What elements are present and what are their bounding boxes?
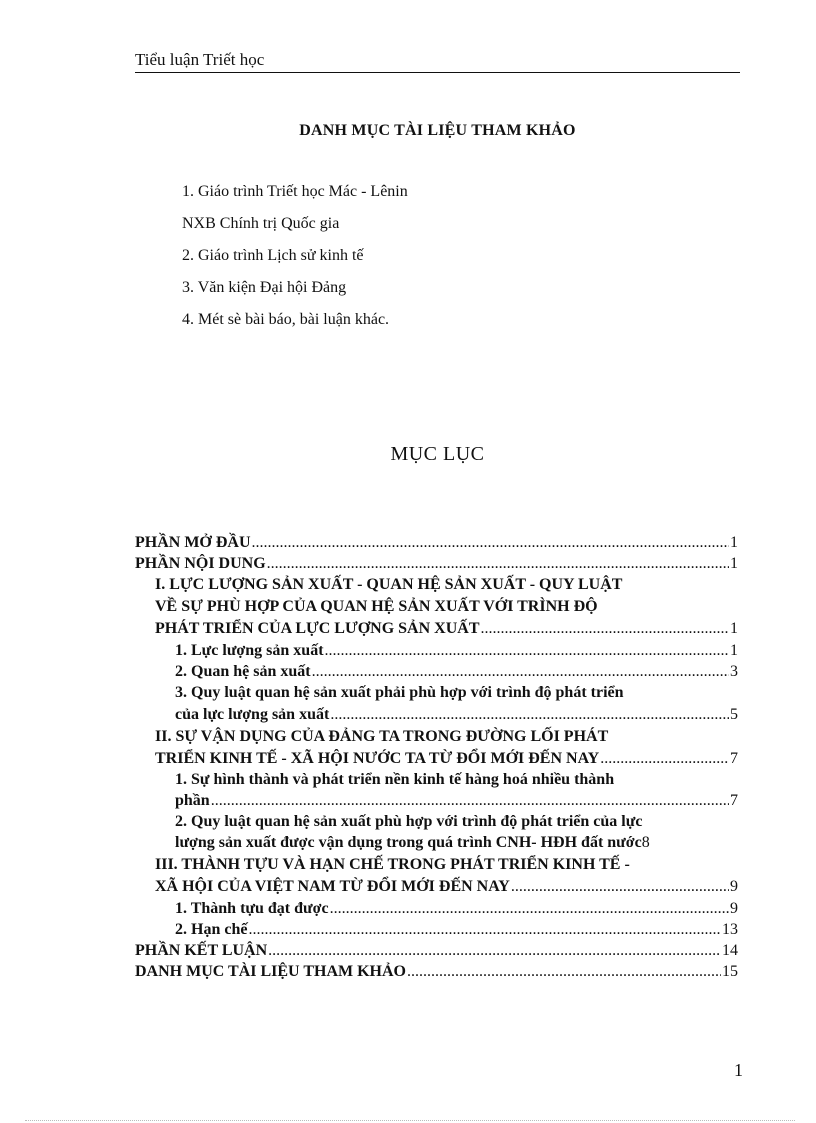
toc-leader bbox=[268, 941, 721, 961]
toc-entry bbox=[135, 941, 738, 961]
toc-heading: MỤC LỤC bbox=[390, 443, 485, 465]
toc-entry bbox=[135, 554, 738, 574]
reference-item: 4. Mét sè bài báo, bài luận khác. bbox=[182, 311, 390, 328]
toc-entry-text: I. LỰC LƯỢNG SẢN XUẤT - QUAN HỆ SẢN XUẤT - QUY LUẬT bbox=[155, 576, 623, 593]
toc-entry-text: PHẦN NỘI DUNG bbox=[135, 555, 266, 572]
toc-page-number: 8 bbox=[641, 834, 650, 851]
toc-page-number: 1 bbox=[730, 555, 738, 572]
toc-entry-text: PHÁT TRIỂN CỦA LỰC LƯỢNG SẢN XUẤT bbox=[155, 620, 480, 637]
toc-entry bbox=[175, 662, 738, 682]
toc-leader bbox=[600, 749, 729, 769]
toc-page-number: 1 bbox=[730, 534, 738, 551]
references-heading: DANH MỤC TÀI LIỆU THAM KHẢO bbox=[299, 122, 576, 139]
toc-page-number: 1 bbox=[730, 620, 738, 637]
toc-entry-text: PHẦN MỞ ĐẦU bbox=[135, 534, 251, 551]
toc-entry-text: DANH MỤC TÀI LIỆU THAM KHẢO bbox=[135, 963, 406, 980]
toc-entry bbox=[135, 962, 738, 982]
reference-item: NXB Chính trị Quốc gia bbox=[182, 215, 340, 232]
toc-entry bbox=[175, 705, 738, 725]
toc-entry bbox=[175, 683, 624, 703]
toc-entry bbox=[175, 770, 614, 790]
reference-item: 3. Văn kiện Đại hội Đảng bbox=[182, 279, 347, 296]
toc-entry bbox=[175, 812, 642, 832]
toc-entry-text: III. THÀNH TỰU VÀ HẠN CHẾ TRONG PHÁT TRIỂN KINH TẾ - bbox=[155, 856, 630, 873]
toc-entry-text: 1. Thành tựu đạt được bbox=[175, 900, 329, 917]
toc-page-number: 7 bbox=[730, 750, 738, 767]
toc-leader bbox=[211, 791, 729, 811]
toc-entry bbox=[175, 791, 738, 811]
toc-leader bbox=[267, 554, 729, 574]
toc-page-number: 3 bbox=[730, 663, 738, 680]
toc-entry-text: 3. Quy luật quan hệ sản xuất phải phù hợp với trình độ phát triển bbox=[175, 684, 624, 701]
toc-entry-text: PHẦN KẾT LUẬN bbox=[135, 942, 268, 959]
toc-page-number: 14 bbox=[722, 942, 738, 959]
reference-item: 2. Giáo trình Lịch sử kinh tế bbox=[182, 247, 364, 264]
toc-entry bbox=[155, 597, 598, 617]
toc-leader bbox=[252, 533, 729, 553]
toc-page-number: 9 bbox=[730, 878, 738, 895]
toc-page-number: 5 bbox=[730, 706, 738, 723]
references-list bbox=[182, 180, 408, 340]
page-number: 1 bbox=[734, 1060, 743, 1080]
toc-entry-text: của lực lượng sản xuất bbox=[175, 706, 330, 723]
reference-item: 1. Giáo trình Triết học Mác - Lênin bbox=[182, 183, 408, 200]
toc-leader bbox=[312, 662, 729, 682]
toc-leader bbox=[480, 619, 729, 639]
toc-entry-text: 2. Quy luật quan hệ sản xuất phù hợp với trình độ phát triển của lực bbox=[175, 813, 643, 830]
toc-entry-text: VỀ SỰ PHÙ HỢP CỦA QUAN HỆ SẢN XUẤT VỚI TRÌNH ĐỘ bbox=[155, 598, 598, 615]
toc-entry bbox=[175, 641, 738, 661]
toc-entry-text: TRIỂN KINH TẾ - XÃ HỘI NƯỚC TA TỪ ĐỔI MỚI ĐẾN NAY bbox=[155, 750, 600, 767]
toc-entry bbox=[175, 899, 738, 919]
running-header: Tiểu luận Triết học bbox=[135, 49, 740, 73]
toc-leader bbox=[248, 920, 721, 940]
toc-entry-text: phần bbox=[175, 792, 210, 809]
toc-entry-text: XÃ HỘI CỦA VIỆT NAM TỪ ĐỔI MỚI ĐẾN NAY bbox=[155, 878, 510, 895]
toc-entry bbox=[155, 877, 738, 897]
toc-entry-text: lượng sản xuất được vận dụng trong quá trình CNH- HĐH đất nước bbox=[175, 834, 642, 851]
toc-leader bbox=[330, 705, 729, 725]
toc-entry-text: 1. Sự hình thành và phát triển nền kinh tế hàng hoá nhiều thành bbox=[175, 771, 615, 788]
toc-entry bbox=[135, 533, 738, 553]
toc-entry bbox=[175, 920, 738, 940]
toc-page-number: 15 bbox=[722, 963, 738, 980]
toc-leader bbox=[511, 877, 729, 897]
toc-entry-text: 1. Lực lượng sản xuất bbox=[175, 642, 324, 659]
toc-entry bbox=[175, 833, 744, 853]
toc-page-number: 1 bbox=[730, 642, 738, 659]
toc-entry bbox=[155, 575, 622, 595]
toc-page-number: 13 bbox=[722, 921, 738, 938]
toc-leader bbox=[325, 641, 729, 661]
toc-entry bbox=[155, 855, 630, 875]
toc-entry-text: 2. Hạn chế bbox=[175, 921, 248, 938]
toc-leader bbox=[407, 962, 721, 982]
toc-page-number: 7 bbox=[730, 792, 738, 809]
toc-entry bbox=[155, 749, 738, 769]
toc-entry-text: 2. Quan hệ sản xuất bbox=[175, 663, 311, 680]
toc-entry bbox=[155, 619, 738, 639]
toc-page-number: 9 bbox=[730, 900, 738, 917]
toc-entry bbox=[155, 727, 608, 747]
toc-leader bbox=[330, 899, 729, 919]
toc-entry-text: II. SỰ VẬN DỤNG CỦA ĐẢNG TA TRONG ĐƯỜNG LỐI PHÁT bbox=[155, 728, 609, 745]
page-bottom-divider bbox=[25, 1120, 795, 1121]
